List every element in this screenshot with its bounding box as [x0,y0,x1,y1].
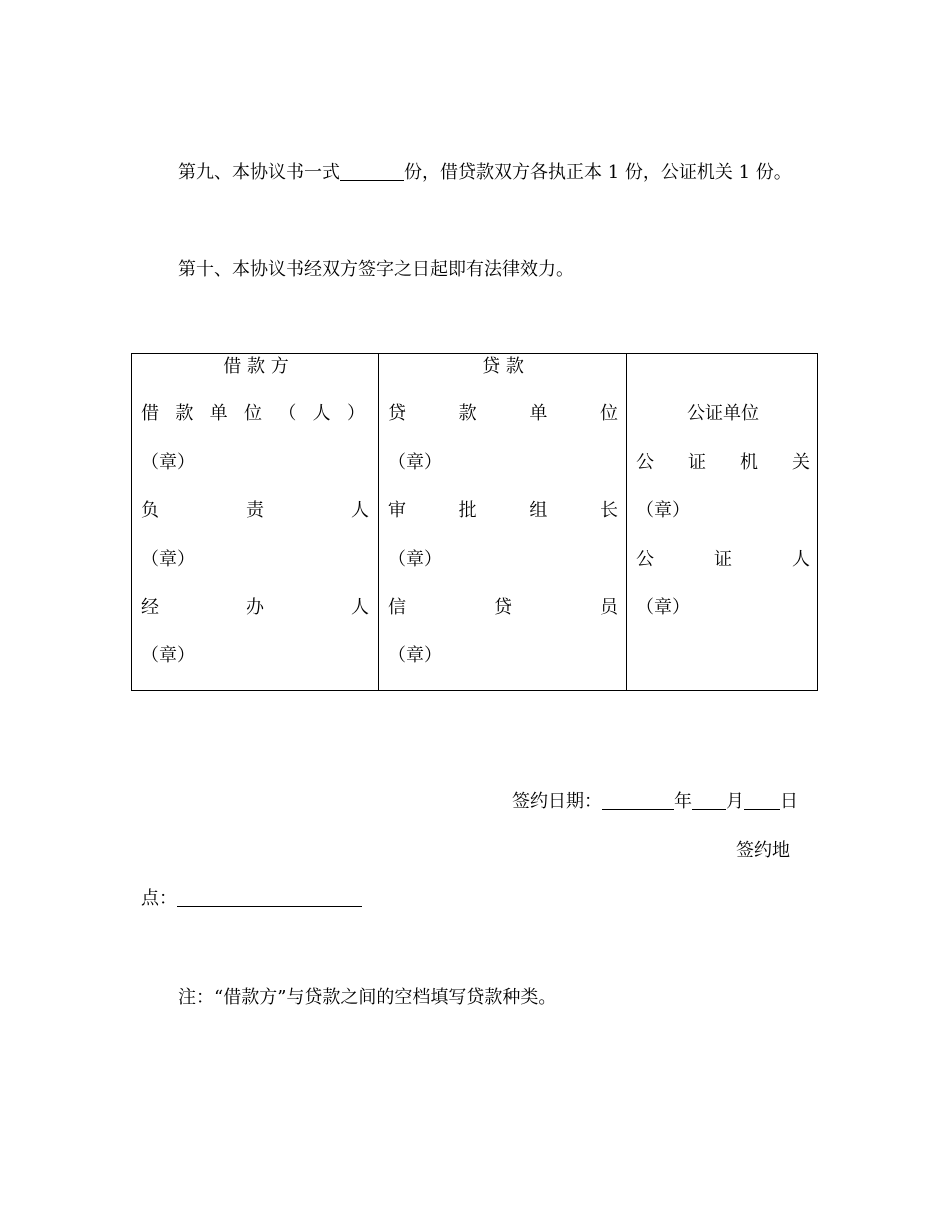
day-label: 日 [780,791,798,812]
year-blank[interactable] [602,791,674,810]
borrower-responsible-person: 负 责 人 [141,500,369,521]
borrower-handler: 经 办 人 [141,597,369,618]
signing-place-label-1: 签约地 [736,840,790,861]
notary-office: 公 证 机 关 [636,452,810,473]
notary-seal-2: （章） [636,597,690,618]
notary-header: 公证单位 [687,403,759,424]
clause-9 [178,162,792,184]
lender-seal-2: （章） [388,549,442,570]
month-blank[interactable] [692,791,726,810]
borrower-seal-2: （章） [141,549,195,570]
place-blank[interactable] [177,888,362,907]
clause-9-prefix: 第九、本协议书一式 [178,162,340,183]
signing-place-label-2: 点： [141,888,177,909]
lender-header: 贷 款 [482,356,524,377]
table-divider-1 [378,353,379,691]
lender-approver: 审 批 组 长 [388,500,618,521]
table-divider-2 [626,353,627,691]
borrower-header: 借 款 方 [223,356,289,377]
clause-10: 第十、本协议书经双方签字之日起即有法律效力。 [178,259,574,280]
month-label: 月 [726,791,744,812]
signing-place [141,887,362,911]
borrower-seal-3: （章） [141,645,195,666]
footnote: 注：“借款方”与贷款之间的空档填写贷款种类。 [178,987,557,1008]
copies-blank[interactable] [340,162,404,181]
signing-date-label: 签约日期： [512,791,602,812]
lender-credit-officer: 信 贷 员 [388,597,618,618]
lender-seal-3: （章） [388,645,442,666]
borrower-seal-1: （章） [141,452,195,473]
lender-seal-1: （章） [388,452,442,473]
signing-date [512,790,798,814]
day-blank[interactable] [744,791,780,810]
year-label: 年 [674,791,692,812]
notary-person: 公 证 人 [636,549,810,570]
lender-unit-label: 贷 款 单 位 [388,403,618,424]
clause-9-suffix: 份，借贷款双方各执正本 1 份，公证机关 1 份。 [404,162,792,183]
notary-seal-1: （章） [636,500,690,521]
borrower-unit-label: 借 款 单 位 （ 人 ） [141,403,365,424]
